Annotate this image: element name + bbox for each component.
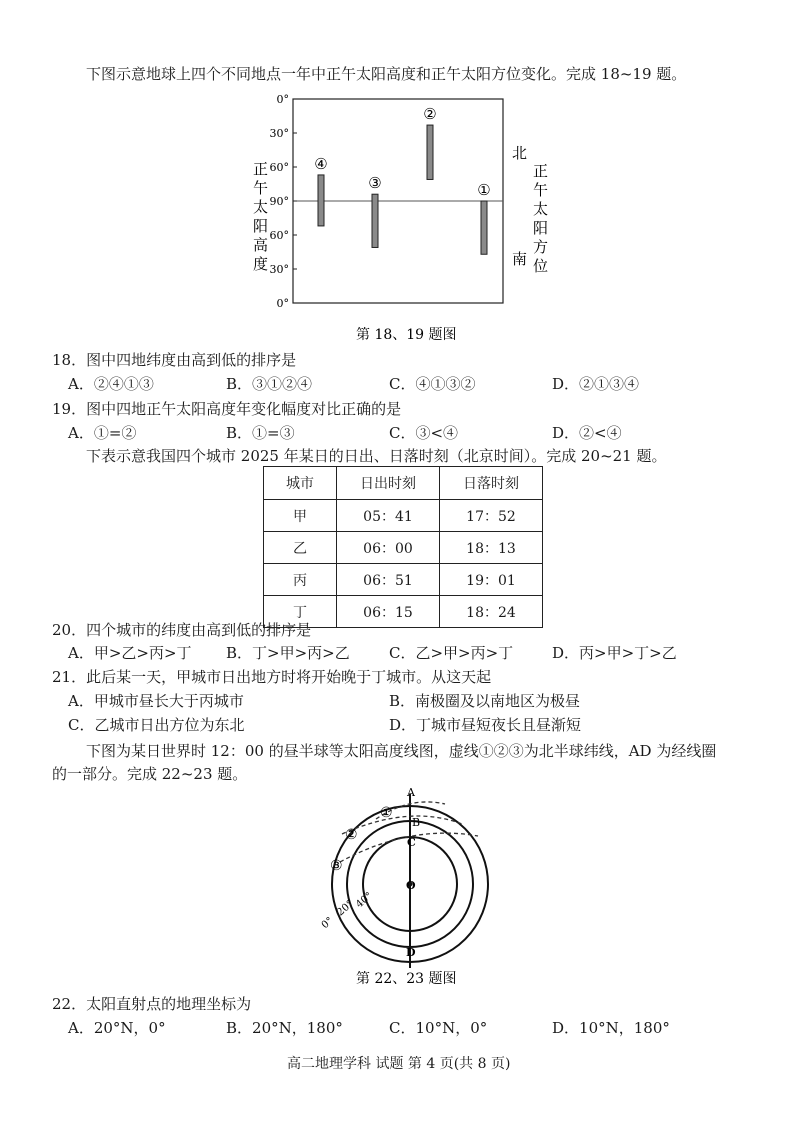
bar-marker-label: ③ [368,174,382,193]
cell-sunset: 18：24 [440,596,543,628]
q20-option-d[interactable]: D．丙>甲>丁>乙 [552,644,677,662]
range-bars [314,105,490,254]
q21-option-a[interactable]: A．甲城市昼长大于丙城市 [68,692,244,710]
q22-stem: 22．太阳直射点的地理坐标为 [52,995,252,1013]
q22-option-d[interactable]: D．10°N，180° [552,1019,670,1037]
q20-option-b[interactable]: B．丁>甲>丙>乙 [226,644,350,662]
q20-stem: 20．四个城市的纬度由高到低的排序是 [52,621,312,639]
cell-city: 丁 [264,596,337,628]
bar-marker-label: ① [477,181,491,199]
cell-sunrise: 06：00 [337,532,440,564]
q20-option-c[interactable]: C．乙>甲>丙>丁 [389,644,514,662]
q19-option-c[interactable]: C．③<④ [389,424,459,442]
q19-option-b[interactable]: B．①=③ [226,424,295,442]
cell-city: 丙 [264,564,337,596]
cell-sunrise: 05：41 [337,500,440,532]
point-c: C [407,836,416,849]
cell-sunset: 18：13 [440,532,543,564]
y-tick-label: 90° [269,195,289,208]
point-a: A [407,786,415,799]
left-axis-label [253,160,268,273]
y-tick-label: 30° [269,263,289,276]
left-axis-title: 正午太阳高度 [253,160,269,273]
intro-18-19: 下图示意地球上四个不同地点一年中正午太阳高度和正午太阳方位变化。完成 18~19 题。 [86,65,687,83]
cell-sunset: 19：01 [440,564,543,596]
point-o: O [406,879,416,892]
point-b: B [412,816,421,829]
table-header-row [264,467,543,500]
cell-city: 甲 [264,500,337,532]
y-tick-label: 0° [276,297,289,310]
q22-option-c[interactable]: C．10°N，0° [389,1019,488,1037]
table-row [264,532,543,564]
right-axis-title: 正午太阳方位 [533,162,549,275]
q22-option-b[interactable]: B．20°N，180° [226,1019,343,1037]
col-sunrise: 日出时刻 [337,467,440,500]
intro-20-21: 下表示意我国四个城市 2025 年某日的日出、日落时刻（北京时间）。完成 20~21 题。 [86,447,667,465]
angle-label-0: 0° [319,915,336,932]
col-sunset: 日落时刻 [440,467,543,500]
range-bar [372,194,378,247]
y-tick-label: 0° [276,93,289,106]
intro-22-23-line1: 下图为某日世界时 12：00 的昼半球等太阳高度线图，虚线①②③为北半球纬线，AD 为经线圈 [86,742,717,760]
table-row [264,564,543,596]
y-tick-label: 30° [269,127,289,140]
y-tick-label: 60° [269,229,289,242]
range-bar [481,201,487,254]
sun-altitude-diagram [0,784,800,994]
q19-option-a[interactable]: A．①=② [68,424,137,442]
north-label: 北 [512,144,528,162]
range-bar [318,175,324,226]
q22-option-a[interactable]: A．20°N，0° [68,1019,166,1037]
latitude-label-2: ② [345,827,358,843]
q18-option-c[interactable]: C．④①③② [389,375,476,393]
q19-option-d[interactable]: D．②<④ [552,424,622,442]
q21-option-d[interactable]: D．丁城市昼短夜长且昼渐短 [389,716,582,734]
q21-stem: 21．此后某一天，甲城市日出地方时将开始晚于丁城市。从这天起 [52,668,492,686]
q20-option-a[interactable]: A．甲>乙>丙>丁 [68,644,192,662]
q18-option-d[interactable]: D．②①③④ [552,375,640,393]
q18-option-b[interactable]: B．③①②④ [226,375,313,393]
q19-stem: 19．图中四地正午太阳高度年变化幅度对比正确的是 [52,400,402,418]
intro-22-23-line2: 的一部分。完成 22~23 题。 [52,765,248,783]
cell-sunrise: 06：15 [337,596,440,628]
point-d: D [406,946,416,959]
q21-option-c[interactable]: C．乙城市日出方位为东北 [68,716,245,734]
latitude-label-1: ① [380,805,393,821]
col-city: 城市 [264,467,337,500]
range-bar [427,125,433,179]
sunrise-sunset-table [263,466,543,628]
cell-city: 乙 [264,532,337,564]
chart1-caption: 第 18、19 题图 [356,327,457,343]
q18-option-a[interactable]: A．②④①③ [68,375,154,393]
angle-label-20: 20° [335,898,356,919]
angle-label-40: 40° [354,890,375,911]
right-axis-label [533,162,548,275]
south-label: 南 [512,250,528,268]
y-tick-label: 60° [269,161,289,174]
table-row [264,500,543,532]
q21-option-b[interactable]: B．南极圈及以南地区为极昼 [389,692,581,710]
bar-marker-label: ④ [314,154,328,173]
cell-sunrise: 06：51 [337,564,440,596]
chart2-caption: 第 22、23 题图 [356,971,457,987]
latitude-label-3: ③ [330,858,343,874]
page-footer: 高二地理学科 试题 第 4 页(共 8 页) [287,1056,511,1072]
q18-stem: 18．图中四地纬度由高到低的排序是 [52,351,297,369]
bar-marker-label: ② [423,105,437,124]
cell-sunset: 17：52 [440,500,543,532]
